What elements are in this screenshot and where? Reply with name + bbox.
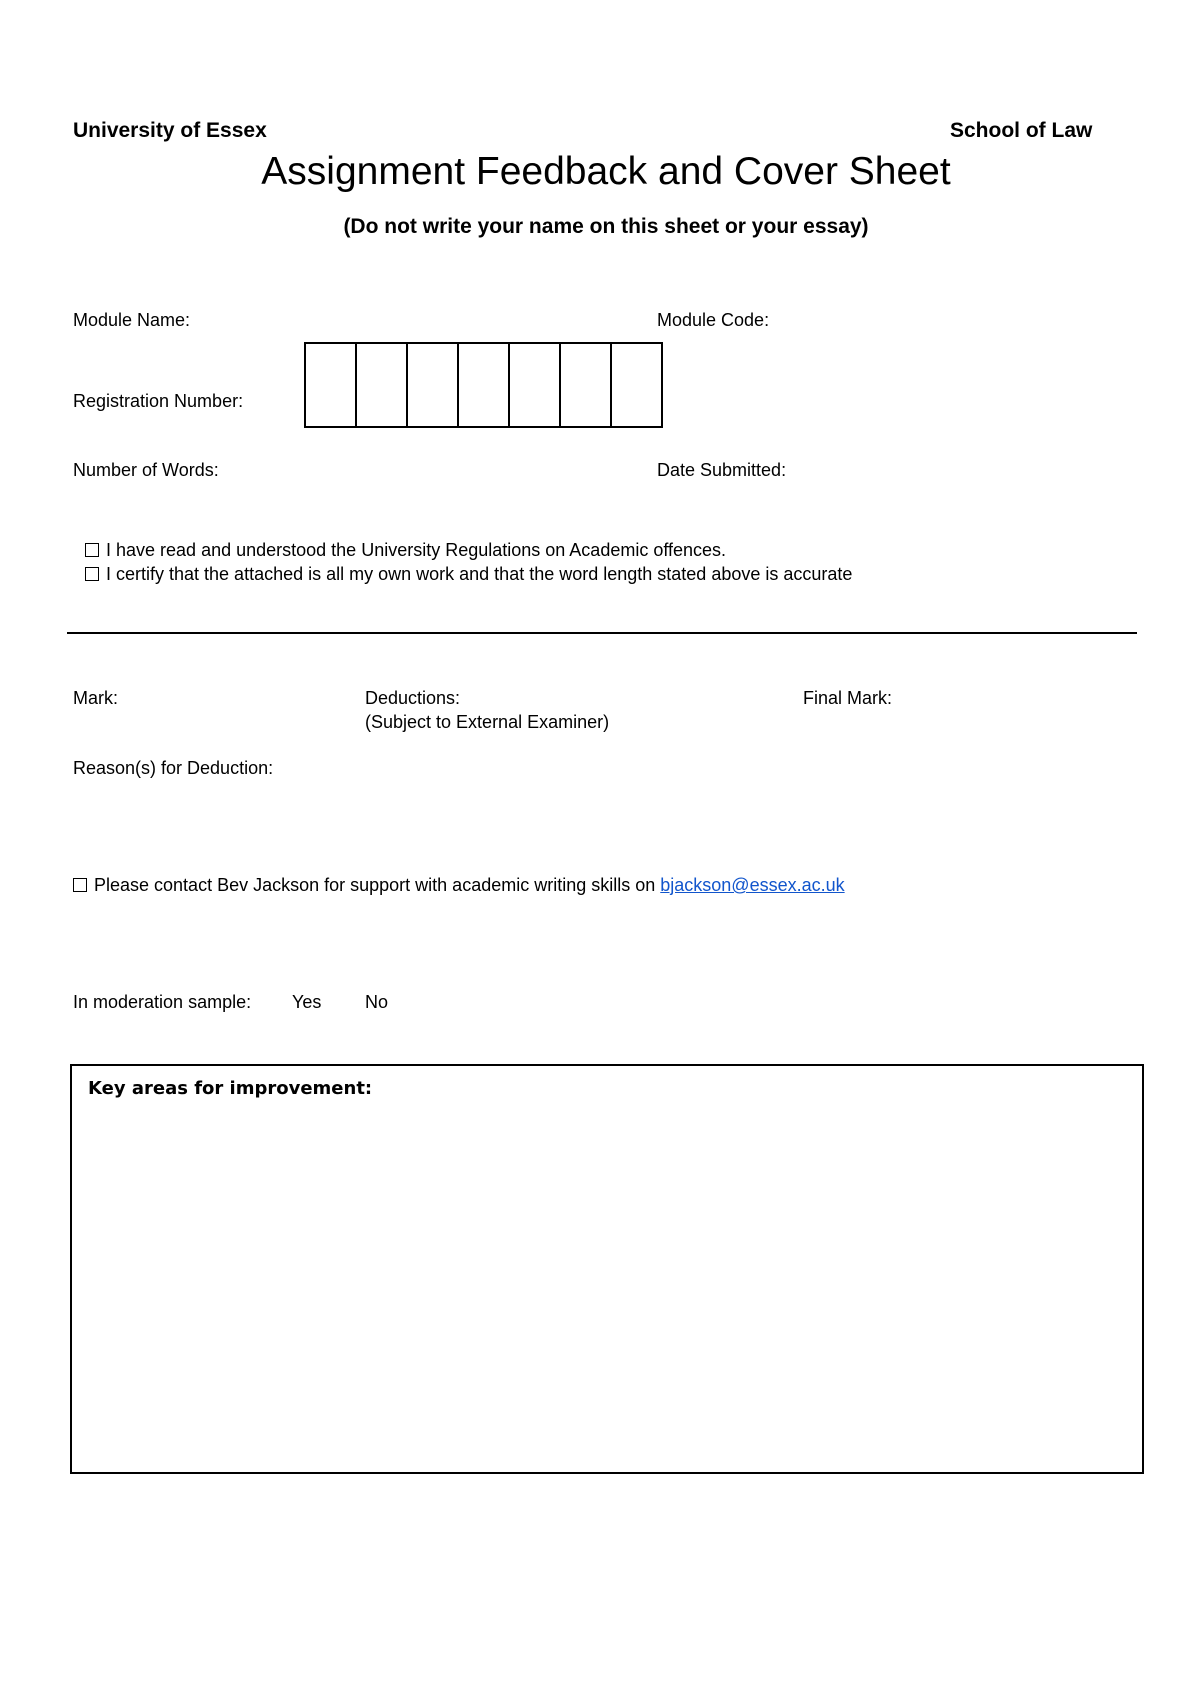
registration-digit-box[interactable] — [459, 344, 510, 426]
date-submitted-label: Date Submitted: — [657, 460, 787, 480]
university-name: University of Essex — [73, 119, 267, 142]
registration-digit-box[interactable] — [357, 344, 408, 426]
module-code-label: Module Code: — [657, 310, 770, 330]
moderation-no[interactable]: No — [365, 992, 389, 1012]
support-contact[interactable] — [73, 875, 845, 896]
improvement-title: Key areas for improvement: — [88, 1078, 373, 1099]
deductions-note: (Subject to External Examiner) — [365, 712, 610, 732]
checkbox-icon[interactable] — [73, 878, 87, 892]
moderation-yes[interactable]: Yes — [292, 992, 322, 1012]
module-name-label: Module Name: — [73, 310, 191, 330]
declaration-text: I have read and understood the University Regulations on Academic offences. — [106, 540, 727, 560]
checkbox-icon[interactable] — [85, 543, 99, 557]
section-divider — [67, 632, 1137, 634]
registration-digit-box[interactable] — [612, 344, 661, 426]
page-title: Assignment Feedback and Cover Sheet — [261, 150, 951, 193]
declaration-read-regulations[interactable] — [85, 540, 726, 561]
number-of-words-label: Number of Words: — [73, 460, 219, 480]
school-name: School of Law — [950, 119, 1093, 142]
support-text: Please contact Bev Jackson for support with academic writing skills on — [94, 875, 661, 895]
declaration-text: I certify that the attached is all my own work and that the word length stated above is accurate — [106, 564, 853, 584]
checkbox-icon[interactable] — [85, 567, 99, 581]
registration-digit-box[interactable] — [510, 344, 561, 426]
support-email-link[interactable]: bjackson@essex.ac.uk — [660, 875, 845, 895]
reasons-for-deduction-label: Reason(s) for Deduction: — [73, 758, 274, 778]
deductions-label: Deductions: — [365, 688, 461, 708]
registration-number-label: Registration Number: — [73, 391, 244, 411]
improvement-box[interactable] — [70, 1064, 1144, 1474]
declaration-own-work[interactable] — [85, 564, 852, 585]
moderation-label: In moderation sample: — [73, 992, 252, 1012]
registration-digit-box[interactable] — [561, 344, 612, 426]
registration-number-boxes[interactable] — [304, 342, 663, 428]
mark-label: Mark: — [73, 688, 118, 708]
page-subtitle: (Do not write your name on this sheet or your essay) — [343, 215, 869, 238]
registration-digit-box[interactable] — [306, 344, 357, 426]
final-mark-label: Final Mark: — [803, 688, 893, 708]
registration-digit-box[interactable] — [408, 344, 459, 426]
